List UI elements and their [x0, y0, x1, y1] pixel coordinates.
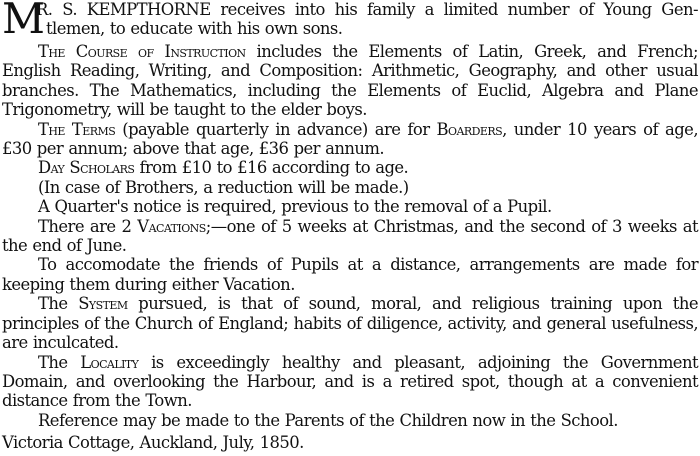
opening-paragraph: [2, 0, 698, 43]
brothers-paragraph: (In case of Brothers, a reduction will be made.): [38, 177, 409, 197]
terms-text-b: , under 10 years of age, £30 per annum; above that age, £36 per annum.: [2, 119, 698, 159]
drop-cap: M: [2, 0, 46, 43]
opening-line-1: R. S. KEMPTHORNE receives into his family a limited number of Young Gen-: [36, 0, 698, 19]
course-text: includes the Elements of Latin, Greek, and French; English Reading, Writing, and Composition: Arithmetic, Geography, and other usual branches. The Mathematics, including the Elements of Euclid, Algebra and Plane Trigonometry, will be taught to the elder boys.: [2, 42, 698, 120]
system-heading: System: [78, 294, 128, 314]
system-paragraph: [2, 294, 698, 352]
reference-paragraph: Reference may be made to the Parents of the Children now in the School.: [38, 410, 618, 430]
vacations-heading: Vacations: [137, 216, 206, 236]
locality-paragraph: [2, 353, 698, 411]
vacations-text-a: There are 2: [38, 216, 138, 236]
terms-heading: The Terms: [38, 119, 116, 139]
vacations-paragraph: [2, 217, 698, 256]
terms-paragraph: [2, 120, 698, 159]
opening-line-2: tlemen, to educate with his own sons.: [46, 19, 343, 39]
school-notice: [2, 0, 698, 453]
system-text-b: pursued, is that of sound, moral, and religious training upon the principles of the Church of England; habits of diligence, activity, and general usefulness, are inculcated.: [2, 294, 698, 353]
locality-text-a: The: [38, 352, 81, 372]
day-scholars-text: from £10 to £16 according to age.: [134, 158, 409, 178]
course-heading: The Course of Instruction: [38, 42, 246, 61]
day-scholars-paragraph: [2, 158, 698, 177]
day-scholars-heading: Day Scholars: [38, 158, 135, 178]
boarders-label: Boarders: [436, 119, 503, 139]
locality-heading: Locality: [80, 352, 139, 372]
system-text-a: The: [38, 294, 79, 314]
terms-text-a: (payable quarterly in advance) are for: [115, 119, 437, 139]
locality-text-b: is exceedingly healthy and pleasant, adjoining the Government Domain, and overlooking the Harbour, and is a retired spot, though at a convenient distance from the Town.: [2, 352, 698, 411]
accommodate-paragraph: To accomodate the friends of Pupils at a distance, arrangements are made for keeping them during either Vacation.: [2, 255, 698, 294]
vacations-text-b: ;—one of 5 weeks at Christmas, and the second of 3 weeks at the end of June.: [2, 216, 699, 256]
signature-line: Victoria Cottage, Auckland, July, 1850.: [2, 433, 304, 453]
notice-paragraph: A Quarter's notice is required, previous to the removal of a Pupil.: [38, 197, 552, 217]
course-paragraph: [2, 42, 698, 120]
